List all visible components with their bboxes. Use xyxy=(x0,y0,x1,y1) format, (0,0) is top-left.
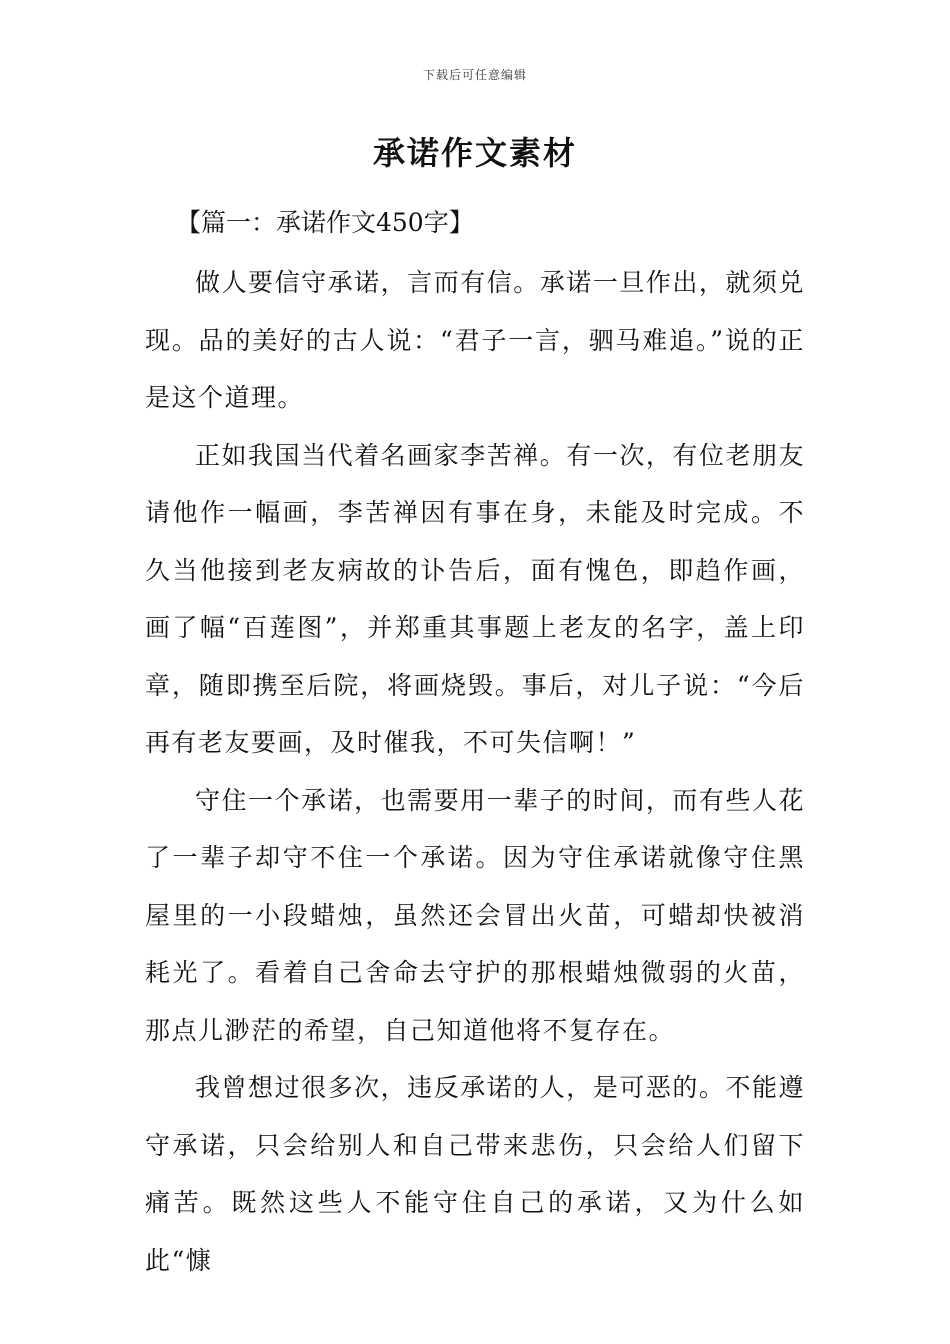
paragraph-1: 做人要信守承诺，言而有信。承诺一旦作出，就须兑现。品的美好的古人说：“君子一言，驷马难追。”说的正是这个道理。 xyxy=(145,268,805,412)
header-note: 下载后可任意编辑 xyxy=(422,68,527,82)
body-text xyxy=(145,254,805,1289)
paragraph-4: 我曾想过很多次，违反承诺的人，是可恶的。不能遵守承诺，只会给别人和自己带来悲伤，只会给人们留下痛苦。既然这些人不能守住自己的承诺，又为什么如此“慷 xyxy=(145,1073,805,1275)
document-title: 承诺作文素材 xyxy=(372,134,577,172)
section-heading: 【篇一：承诺作文450字】 xyxy=(176,208,474,237)
paragraph-3: 守住一个承诺，也需要用一辈子的时间，而有些人花了一辈子却守不住一个承诺。因为守住承诺就像守住黑屋里的一小段蜡烛，虽然还会冒出火苗，可蜡却快被消耗光了。看着自己舍命去守护的那根蜡烛微弱的火苗，那点儿渺茫的希望，自己知道他将不复存在。 xyxy=(145,785,805,1045)
paragraph-2: 正如我国当代着名画家李苦禅。有一次，有位老朋友请他作一幅画，李苦禅因有事在身，未能及时完成。不久当他接到老友病故的讣告后，面有愧色，即趋作画，画了幅“百莲图”，并郑重其事题上老友的名字，盖上印章，随即携至后院，将画烧毁。事后，对儿子说：“今后再有老友要画，及时催我，不可失信啊！” xyxy=(145,440,805,757)
